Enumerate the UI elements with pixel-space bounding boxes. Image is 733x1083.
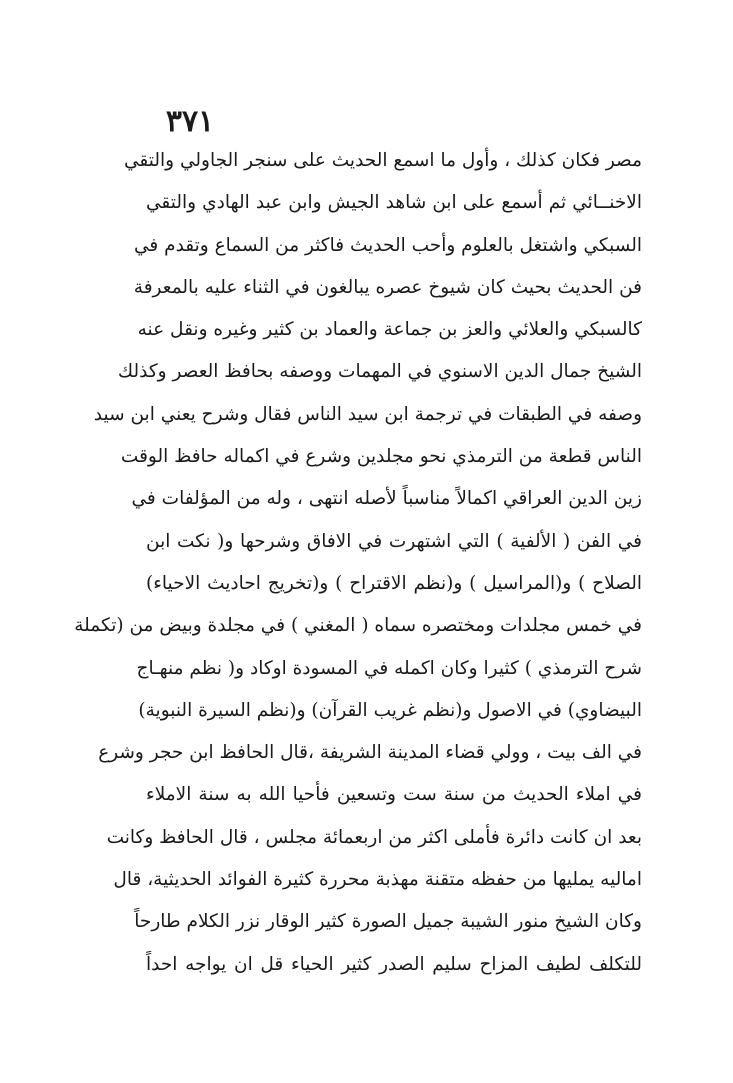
text-line: في الف بيت ، وولي قضاء المدينة الشريفة ،قال الحافظ ابن حجر وشرع xyxy=(98,742,642,764)
text-line: فن الحديث بحيث كان شيوخ عصره يبالغون في الثناء عليه بالمعرفة xyxy=(133,276,642,298)
page-number: ٣٧١ xyxy=(165,104,215,139)
text-line: في خمس مجلدات ومختصره سماه ( المغني ) في مجلدة وبيض من (تكملة xyxy=(74,615,642,637)
text-line: كالسبكي والعلائي والعز بن جماعة والعماد بن كثير وغيره ونقل عنه xyxy=(137,319,642,341)
text-line: وصفه في الطبقات في ترجمة ابن سيد الناس فقال وشرح يعني ابن سيد xyxy=(93,403,642,425)
text-line: البيضاوي) في الاصول و(نظم غريب القرآن) و(نظم السيرة النبوية) xyxy=(138,699,642,721)
text-line: السبكي واشتغل بالعلوم وأحب الحديث فاكثر من السماع وتقدم في xyxy=(133,234,642,256)
text-line: مصر فكان كذلك ، وأول ما اسمع الحديث على سنجر الجاولي والتقي xyxy=(124,150,642,171)
text-line: زين الدين العراقي اكمالاً مناسباً لأصله انتهى ، وله من المؤلفات في xyxy=(131,488,642,510)
text-line: وكان الشيخ منور الشيبة جميل الصورة كثير الوقار نزر الكلام طارحاً xyxy=(134,911,642,933)
text-line: اماليه يمليها من حفظه متقنة مهذبة محررة كثيرة الفوائد الحديثية، قال xyxy=(113,869,642,891)
text-line: شرح الترمذي ) كثيرا وكان اكمله في المسودة اوكاد و( نظم منهـاج xyxy=(136,657,642,679)
text-line: للتكلف لطيف المزاح سليم الصدر كثير الحياء قل ان يواجه احداً xyxy=(146,953,642,975)
text-line: الاخنــائي ثم أسمع على ابن شاهد الجيش وابن عبد الهادي والتقي xyxy=(146,192,642,214)
body-text xyxy=(74,140,642,986)
text-line: في الفن ( الألفية ) التي اشتهرت في الافاق وشرحها و( نكت ابن xyxy=(146,530,642,552)
text-line: بعد ان كانت دائرة فأملى اكثر من اربعمائة مجلس ، قال الحافظ وكانت xyxy=(106,826,642,848)
text-line: الشيخ جمال الدين الاسنوي في المهمات ووصفه بحافظ العصر وكذلك xyxy=(117,361,642,383)
text-line: الصلاح ) و(المراسيل ) و(نظم الاقتراح ) و(تخريج احاديث الاحياء) xyxy=(146,572,642,594)
text-line: الناس قطعة من الترمذي نحو مجلدين وشرع في اكماله حافظ الوقت xyxy=(120,446,642,468)
text-line: في املاء الحديث من سنة ست وتسعين فأحيا الله به سنة الاملاء xyxy=(146,784,642,806)
